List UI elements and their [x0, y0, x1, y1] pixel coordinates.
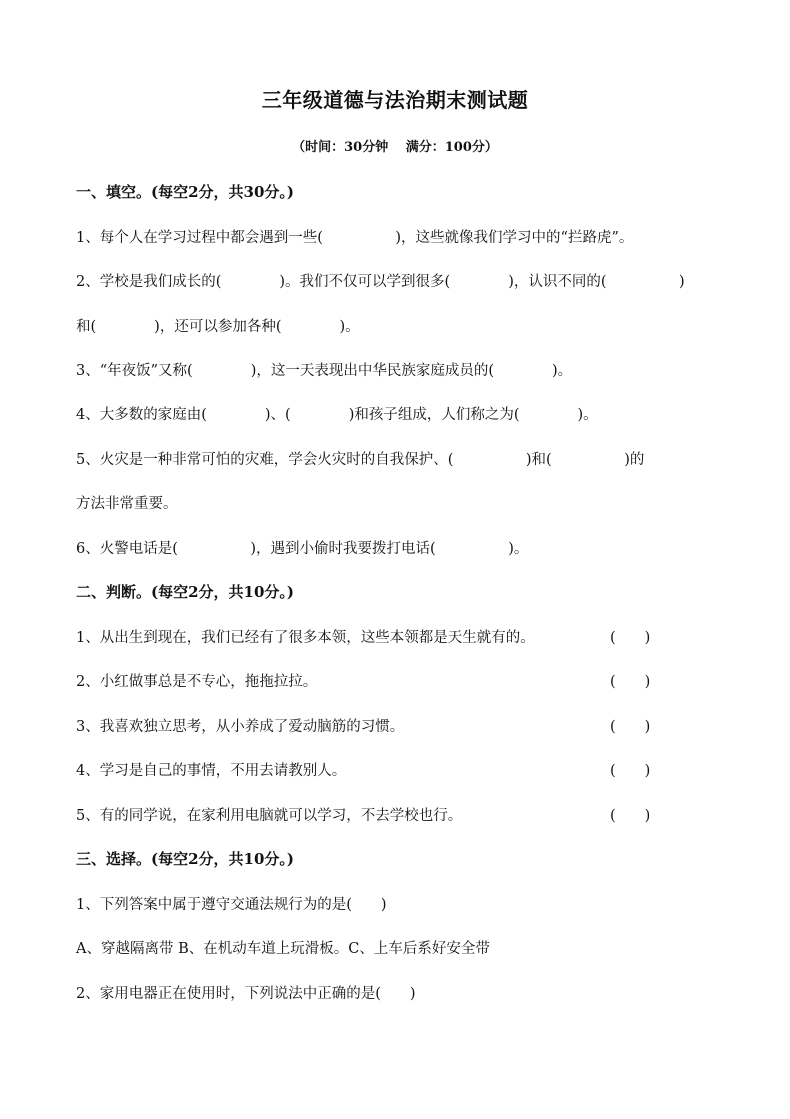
judgement-q4-answer-blank: ( ) [610, 763, 651, 779]
choice-q1-options: A、穿越隔离带 B、在机动车道上玩滑板。C、上车后系好安全带 [76, 941, 490, 957]
page-title: 三年级道德与法治期末测试题 [261, 88, 529, 112]
choice-q1: 1、下列答案中属于遵守交通法规行为的是( ) [76, 897, 387, 913]
fill-blank-q3: 3、“年夜饭”又称( )，这一天表现出中华民族家庭成员的( )。 [76, 363, 573, 379]
fill-blank-q4: 4、大多数的家庭由( )、( )和孩子组成，人们称之为( )。 [76, 407, 598, 423]
judgement-q2-answer-blank: ( ) [610, 674, 651, 690]
fill-blank-q2-continued: 和( )，还可以参加各种( )。 [76, 319, 360, 335]
fill-blank-q5: 5、火灾是一种非常可怕的灾难，学会火灾时的自我保护、( )和( )的 [76, 452, 645, 468]
exam-time-score: （时间：30分钟 满分：100分） [292, 140, 498, 155]
judgement-q5: 5、有的同学说，在家利用电脑就可以学习，不去学校也行。 [76, 808, 463, 824]
choice-q2: 2、家用电器正在使用时，下列说法中正确的是( ) [76, 986, 416, 1002]
judgement-q3: 3、我喜欢独立思考，从小养成了爱动脑筋的习惯。 [76, 719, 405, 735]
judgement-q5-answer-blank: ( ) [610, 808, 651, 824]
judgement-q3-answer-blank: ( ) [610, 719, 651, 735]
fill-blank-q1: 1、每个人在学习过程中都会遇到一些( )，这些就像我们学习中的“拦路虎”。 [76, 230, 634, 246]
judgement-q2: 2、小红做事总是不专心，拖拖拉拉。 [76, 674, 318, 690]
fill-blank-q2: 2、学校是我们成长的( )。我们不仅可以学到很多( )，认识不同的( ) [76, 274, 685, 290]
section-heading-fill-blank: 一、填空。(每空2分，共30分。) [76, 183, 295, 201]
fill-blank-q5-continued: 方法非常重要。 [76, 496, 178, 512]
judgement-q1-answer-blank: ( ) [610, 630, 651, 646]
judgement-q4: 4、学习是自己的事情，不用去请教别人。 [76, 763, 347, 779]
judgement-q1: 1、从出生到现在，我们已经有了很多本领，这些本领都是天生就有的。 [76, 630, 535, 646]
fill-blank-q6: 6、火警电话是( )，遇到小偷时我要拨打电话( )。 [76, 541, 529, 557]
section-heading-choice: 三、选择。(每空2分，共10分。) [76, 850, 295, 868]
section-heading-judgement: 二、判断。(每空2分，共10分。) [76, 583, 295, 601]
